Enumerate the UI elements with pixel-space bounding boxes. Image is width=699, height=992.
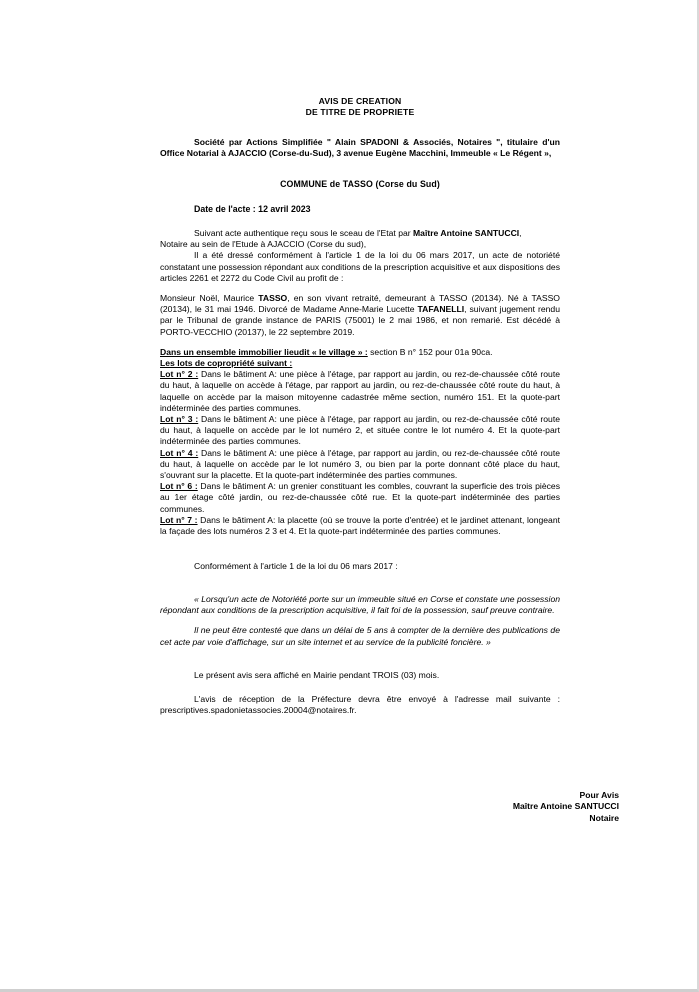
prefecture-line: L'avis de réception de la Préfecture devra être envoyé à l'adresse mail suivante : prescriptives.spadonietassocies.20004@notaires.fr. bbox=[160, 694, 560, 716]
lot-label: Lot n° 4 : bbox=[160, 447, 199, 458]
commune-heading: COMMUNE de TASSO (Corse du Sud) bbox=[280, 179, 440, 189]
lot-label: Lot n° 2 : bbox=[160, 369, 199, 380]
lot-text: Dans le bâtiment A: la placette (où se trouve la porte d'entrée) et le jardinet attenant, longeant la façade des lots numéros 2 3 et 4. Et la quote-part indéterminée des parties communes. bbox=[160, 514, 560, 537]
law-quote-paragraph-2: Il ne peut être contesté que dans un délai de 5 ans à compter de la dernière des publications de cet acte par voie d'affichage, sur un site internet et au service de la publicité foncière. » bbox=[160, 625, 560, 647]
document-title-line-2: DE TITRE DE PROPRIETE bbox=[305, 107, 415, 118]
law-quote-paragraph-1: « Lorsqu'un acte de Notoriété porte sur un immeuble situé en Corse et constate une possession répondant aux conditions de la prescription acquisitive, il fait foi de la possession, sauf preuve contraire. bbox=[160, 594, 560, 616]
lot-entry bbox=[160, 481, 560, 515]
intro-text-before: Suivant acte authentique reçu sous le sceau de l'Etat par bbox=[194, 228, 414, 238]
property-heading-underlined: Dans un ensemble immobilier lieudit « le village » : bbox=[160, 346, 368, 357]
spacer bbox=[160, 119, 560, 137]
property-heading bbox=[160, 347, 560, 358]
lot-label: Lot n° 7 : bbox=[160, 514, 198, 525]
intro-paragraph-1 bbox=[160, 228, 560, 239]
signature-block bbox=[359, 790, 619, 824]
signature-line-3: Notaire bbox=[589, 812, 619, 823]
spacer bbox=[160, 160, 560, 178]
lots-heading: Les lots de copropriété suivant : bbox=[160, 358, 293, 369]
person-surname: TASSO bbox=[258, 293, 288, 304]
intro-text-after: , bbox=[519, 228, 522, 238]
act-date: Date de l'acte : 12 avril 2023 bbox=[194, 204, 311, 214]
affichage-line: Le présent avis sera affiché en Mairie pendant TROIS (03) mois. bbox=[194, 669, 440, 680]
conformity-line: Conformément à l'article 1 de la loi du 06 mars 2017 : bbox=[194, 561, 398, 572]
property-heading-rest: section B n° 152 pour 01a 90ca. bbox=[367, 346, 493, 357]
spacer bbox=[160, 338, 560, 347]
lot-entry bbox=[160, 515, 560, 537]
lot-text: Dans le bâtiment A: une pièce à l'étage, par rapport au jardin, ou rez-de-chaussée côté route du haut, à laquelle on accède par le lot numéro 3, ou bien par la porte donnant côté place du haut, s'ouvrant sur la placette. Et la quote-part indéterminée des parties communes. bbox=[160, 447, 560, 481]
notary-name-inline: Maître Antoine SANTUCCI bbox=[413, 228, 520, 238]
signature-line-2: Maître Antoine SANTUCCI bbox=[512, 801, 619, 812]
spacer bbox=[160, 284, 560, 293]
person-text-3: , suivant jugement rendu par le Tribunal de grande instance de PARIS (75001) le 2 mai 1986, et non remarié. Est décédé à PORTO-VECCHIO (20137), le 22 septembre 2019. bbox=[160, 304, 560, 337]
lot-text: Dans le bâtiment A: un grenier constituant les combles, couvrant la superficie des trois pièces au 1er étage côté jardin, ou rez-de-chaussée côté rue. Et la quote-part indéterminée des parties communes. bbox=[160, 481, 560, 514]
notary-company-paragraph: Société par Actions Simplifiée " Alain SPADONI & Associés, Notaires ", titulaire d'un Office Notarial à AJACCIO (Corse-du-Sud), 3 avenue Eugène Macchini, Immeuble « Le Régent », bbox=[160, 136, 560, 159]
spacer bbox=[160, 572, 560, 585]
spacer bbox=[160, 657, 560, 670]
intro-paragraph-3: Il a été dressé conformément à l'article 1 de la loi du 06 mars 2017, un acte de notoriété constatant une possession répondant aux conditions de la prescription acquisitive et aux dispositions des articles 2261 et 2272 du Code Civil au profit de : bbox=[160, 250, 560, 283]
document-title-line-1: AVIS DE CREATION bbox=[318, 96, 402, 106]
spouse-surname: TAFANELLI bbox=[417, 304, 465, 315]
lot-text: Dans le bâtiment A: une pièce à l'étage, par rapport au jardin, ou rez-de-chaussée côté route du haut, à laquelle on accède à l'étage, par rapport au jardin, ou rez-de-chaussée côté route du haut, à laquelle on accède par la maison mitoyenne cadastrée même section, numéro 151. Et la quote-part indéterminée des parties communes. bbox=[160, 369, 560, 413]
lot-entry bbox=[160, 448, 560, 482]
spacer bbox=[160, 215, 560, 228]
lot-label: Lot n° 3 : bbox=[160, 414, 199, 425]
spacer bbox=[160, 190, 560, 203]
lot-text: Dans le bâtiment A: une pièce à l'étage, par rapport au jardin, ou rez-de-chaussée côté route du haut, à laquelle on accède par le lot numéro 2, et située contre le lot numéro 4. Et la quote-part indéterminée des parties communes. bbox=[160, 414, 560, 447]
person-text-2: , en son vivant retraité, demeurant à TASSO (20134). Né à TASSO (20134), le 31 mai 1946. Divorcé de Madame Anne-Marie Lucette bbox=[160, 293, 560, 315]
spacer bbox=[160, 681, 560, 694]
lot-entry bbox=[160, 414, 560, 448]
person-text-1: Monsieur Noël, Maurice bbox=[160, 293, 259, 304]
intro-paragraph-2: Notaire au sein de l'Etude à AJACCIO (Corse du sud), bbox=[160, 239, 367, 250]
signature-line-1: Pour Avis bbox=[579, 790, 619, 800]
spacer bbox=[160, 537, 560, 561]
document-body bbox=[160, 96, 560, 717]
lot-entry bbox=[160, 369, 560, 414]
person-paragraph bbox=[160, 293, 560, 338]
lot-label: Lot n° 6 : bbox=[160, 481, 198, 492]
